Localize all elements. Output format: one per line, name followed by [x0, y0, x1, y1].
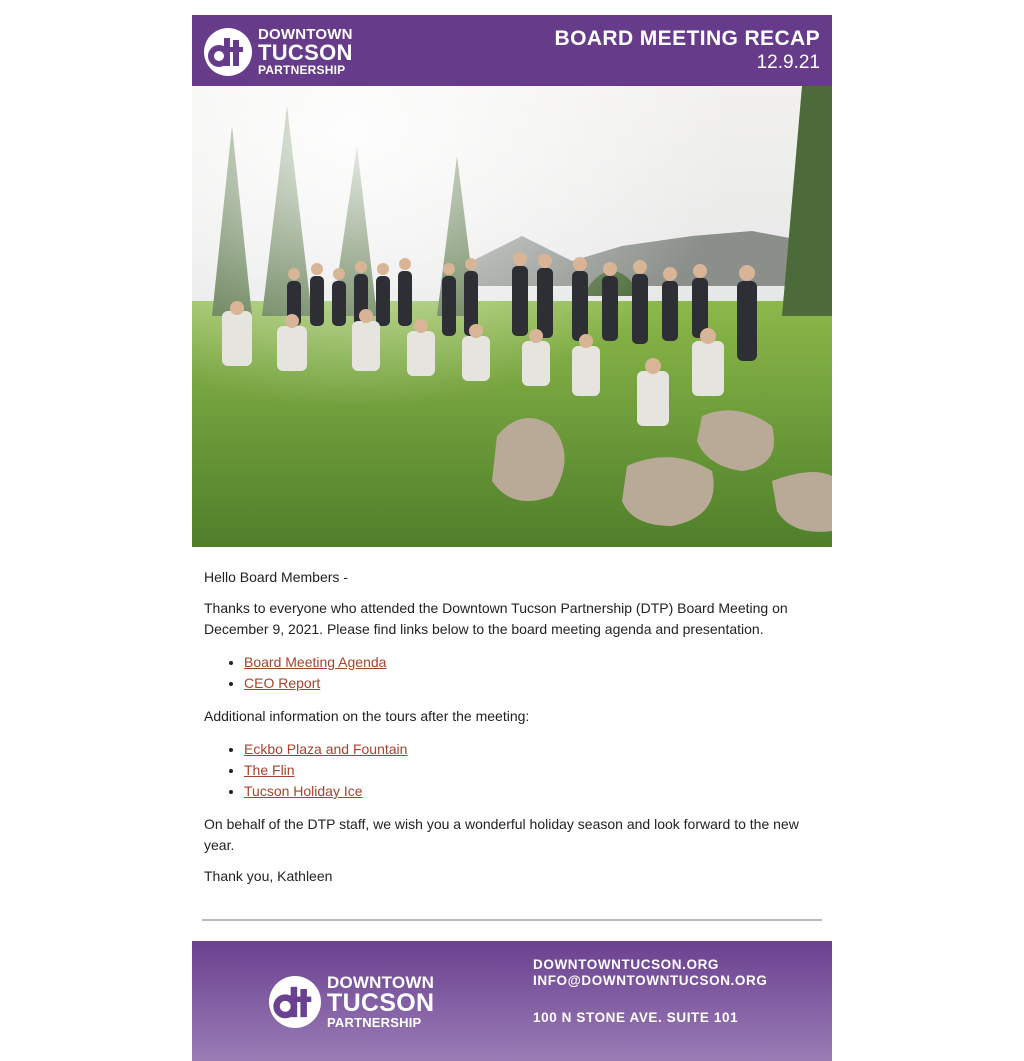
tucson-holiday-ice-link[interactable]: Tucson Holiday Ice: [244, 783, 363, 799]
email-container: [192, 15, 832, 1061]
eckbo-plaza-link[interactable]: Eckbo Plaza and Fountain: [244, 741, 408, 757]
email-link[interactable]: INFO@DOWNTOWNTUCSON.ORG: [533, 973, 768, 988]
email-header: [192, 15, 832, 86]
list-item: [244, 652, 820, 673]
logo-line-tucson: TUCSON: [258, 40, 353, 65]
dt-logo-icon: [204, 28, 252, 76]
logo-line-partnership: PARTNERSHIP: [327, 1015, 422, 1030]
logo-line-downtown: DOWNTOWN: [258, 26, 353, 43]
the-flin-link[interactable]: The Flin: [244, 762, 295, 778]
greeting-text: Hello Board Members -: [204, 569, 348, 585]
website-link[interactable]: DOWNTOWNTUCSON.ORG: [533, 957, 720, 972]
header-logo[interactable]: [204, 27, 353, 76]
email-body: [192, 567, 832, 887]
logo-line-tucson: TUCSON: [327, 989, 435, 1017]
tours-paragraph: Additional information on the tours after the meeting:: [204, 708, 530, 724]
list-item: [244, 673, 820, 694]
tour-links-list: [204, 739, 820, 802]
logo-line-downtown: DOWNTOWN: [327, 973, 435, 992]
header-title-block: [555, 27, 820, 75]
meeting-links-list: [204, 652, 820, 694]
hero-photo: [192, 86, 832, 547]
list-item: [244, 739, 820, 760]
header-logo-text: [258, 27, 353, 76]
footer-logo[interactable]: [269, 974, 434, 1029]
footer-contact: [533, 957, 767, 1026]
footer-logo-text: [327, 974, 434, 1029]
holiday-paragraph: On behalf of the DTP staff, we wish you a wonderful holiday season and look forward to the new year.: [204, 816, 799, 853]
dt-logo-icon: [269, 976, 321, 1028]
email-footer: [192, 941, 832, 1061]
list-item: [244, 760, 820, 781]
address-text: 100 N STONE AVE. SUITE 101: [533, 1010, 739, 1025]
list-item: [244, 781, 820, 802]
header-title: BOARD MEETING RECAP: [554, 27, 820, 50]
ceo-report-link[interactable]: CEO Report: [244, 675, 321, 691]
intro-paragraph: Thanks to everyone who attended the Downtown Tucson Partnership (DTP) Board Meeting on December 9, 2021. Please find links below to the board meeting agenda and presentation.: [204, 600, 788, 637]
divider: [202, 919, 822, 921]
signoff-text: Thank you, Kathleen: [204, 868, 333, 884]
header-date: 12.9.21: [756, 52, 820, 73]
logo-line-partnership: PARTNERSHIP: [258, 63, 346, 77]
board-meeting-agenda-link[interactable]: Board Meeting Agenda: [244, 654, 387, 670]
